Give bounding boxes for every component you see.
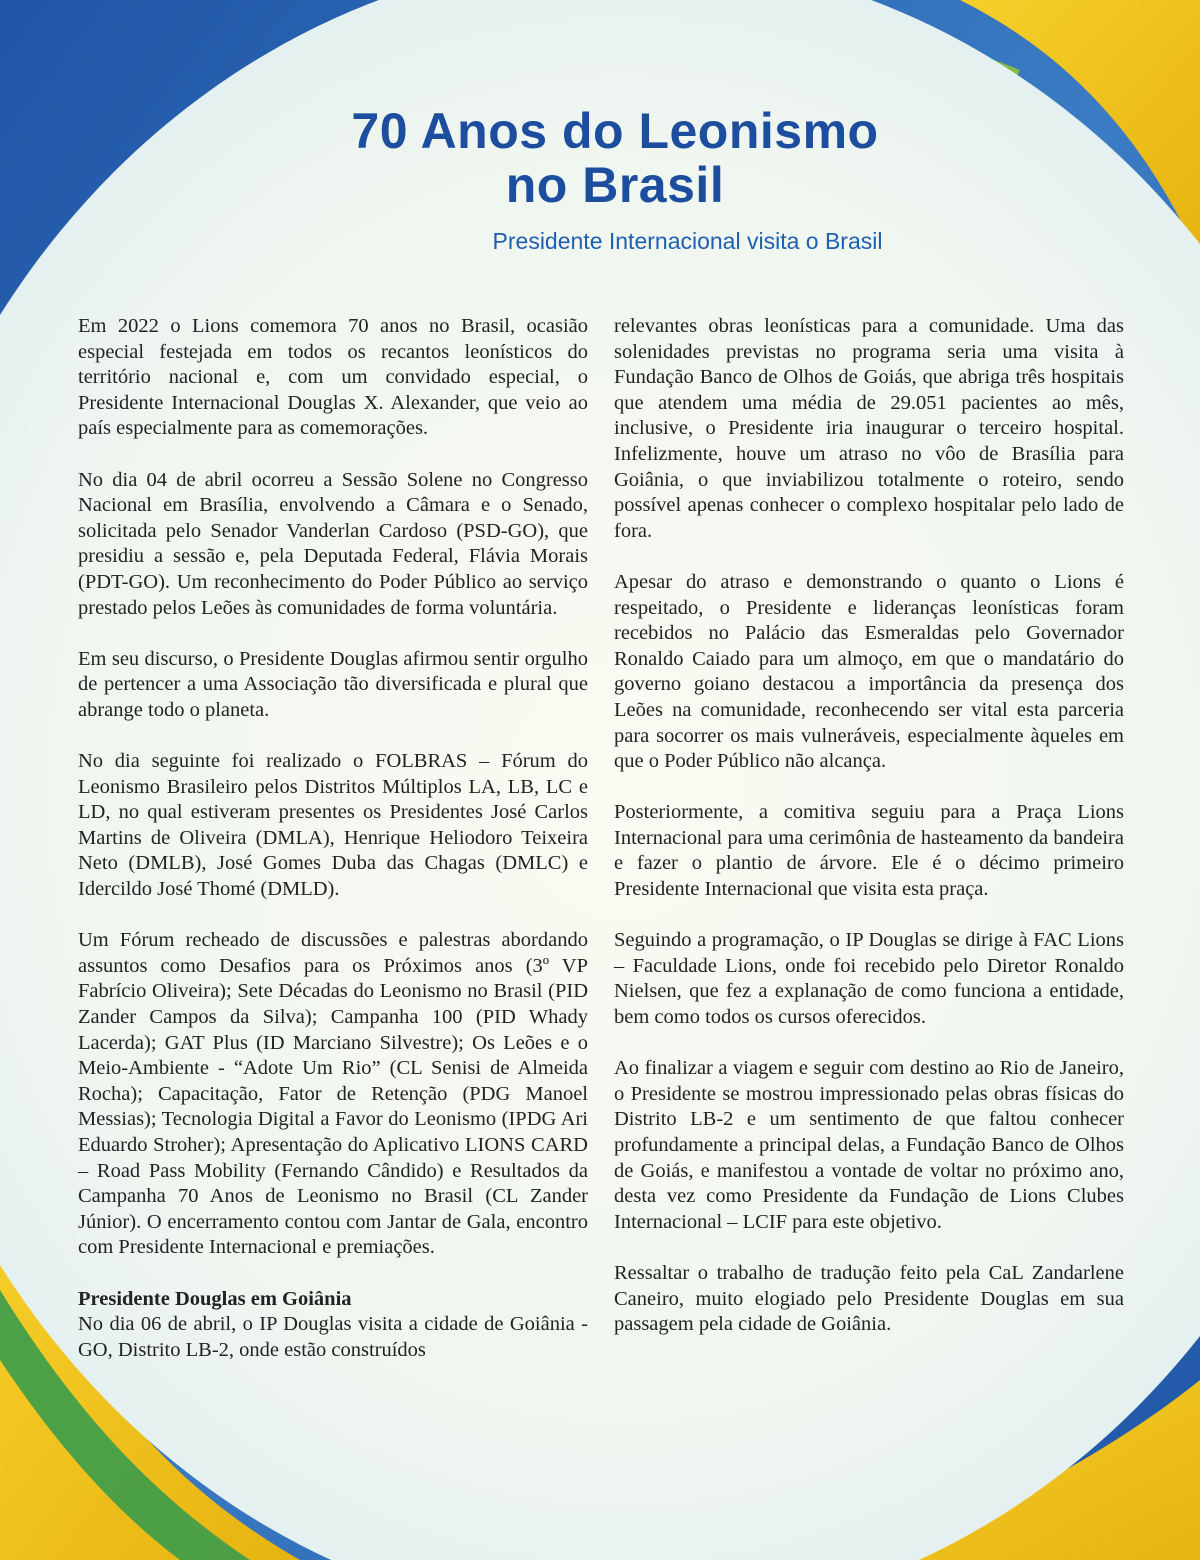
paragraph: Em 2022 o Lions comemora 70 anos no Brasil, ocasião especial festejada em todos os recantos leonísticos do território nacional e, com um convidado especial, o Presidente Internacional Douglas X. Alexander, que veio ao país especialmente para as comemorações. — [78, 315, 588, 440]
paragraph: No dia seguinte foi realizado o FOLBRAS – Fórum do Leonismo Brasileiro pelos Distritos Múltiplos LA, LB, LC e LD, no qual estiveram presentes os Presidentes José Carlos Martins de Oliveira (DMLA), Henrique Heliodoro Teixeira Neto (DMLB), José Gomes Duba das Chagas (DMLC) e Idercildo José Thomé (DMLD). — [78, 750, 588, 901]
page-title — [0, 104, 1200, 212]
paragraph: Seguindo a programação, o IP Douglas se dirige à FAC Lions – Faculdade Lions, onde foi recebido pelo Diretor Ronaldo Nielsen, que fez a explanação de como funciona a entidade, bem como todos os cursos oferecidos. — [614, 929, 1124, 1029]
paragraph: Um Fórum recheado de discussões e palestras abordando assuntos como Desafios para os Próximos anos (3º VP Fabrício Oliveira); Sete Décadas do Leonismo no Brasil (PID Zander Campos da Silva); Campanha 100 (PID Whady Lacerda); GAT Plus (ID Marciano Silvestre); Os Leões e o Meio-Ambiente - “Adote Um Rio” (CL Senisi de Almeida Rocha); Capacitação, Fator de Retenção (PDG Manoel Messias); Tecnologia Digital a Favor do Leonismo (IPDG Ari Eduardo Stroher); Apresentação do Aplicativo LIONS CARD – Road Pass Mobility (Fernando Cândido) e Resultados da Campanha 70 Anos de Leonismo no Brasil (CL Zander Júnior). O encerramento contou com Jantar de Gala, encontro com Presidente Internacional e premiações. — [78, 929, 588, 1259]
paragraph: No dia 04 de abril ocorreu a Sessão Solene no Congresso Nacional em Brasília, envolvendo a Câmara e o Senado, solicitada pelo Senador Vanderlan Cardoso (PSD-GO), que presidiu a sessão e, pela Deputada Federal, Flávia Morais (PDT-GO). Um reconhecimento do Poder Público ao serviço prestado pelos Leões às comunidades de forma voluntária. — [78, 468, 588, 619]
paragraph: relevantes obras leonísticas para a comunidade. Uma das solenidades previstas no programa seria uma visita à Fundação Banco de Olhos de Goiás, que abriga três hospitais que atendem uma média de 29.051 pacientes ao mês, inclusive, o Presidente iria inaugurar o terceiro hospital. Infelizmente, houve um atraso no vôo de Brasília para Goiânia, o que inviabilizou totalmente o roteiro, sendo possível apenas conhecer o complexo hospitalar pelo lado de fora. — [614, 315, 1124, 542]
title-line-1: 70 Anos do Leonismo — [351, 103, 879, 159]
paragraph: Ressaltar o trabalho de tradução feito pela CaL Zandarlene Caneiro, muito elogiado pelo Presidente Douglas em sua passagem pela cidade de Goiânia. — [614, 1261, 1124, 1336]
section-heading: Presidente Douglas em Goiânia — [78, 1287, 352, 1310]
paragraph: Posteriormente, a comitiva seguiu para a Praça Lions Internacional para uma cerimônia de hasteamento da bandeira e fazer o plantio de árvore. Ele é o décimo primeiro Presidente Internacional que visita esta praça. — [614, 801, 1124, 901]
title-line-2: no Brasil — [505, 157, 725, 213]
paragraph: Em seu discurso, o Presidente Douglas afirmou sentir orgulho de pertencer a uma Associação tão diversificada e plural que abrange todo o planeta. — [78, 647, 588, 721]
right-column — [614, 314, 1124, 1338]
paragraph: No dia 06 de abril, o IP Douglas visita a cidade de Goiânia - GO, Distrito LB-2, onde estão construídos — [78, 1313, 588, 1361]
paragraph: Apesar do atraso e demonstrando o quanto o Lions é respeitado, o Presidente e lideranças leonísticas foram recebidos no Palácio das Esmeraldas pelo Governador Ronaldo Caiado para um almoço, em que o mandatário do governo goiano destacou a importância da presença dos Leões na comunidade, reconhecendo ser vital esta parceria para socorrer os mais vulneráveis, especialmente àqueles em que o Poder Público não alcança. — [614, 570, 1124, 773]
page-subtitle: Presidente Internacional visita o Brasil — [492, 228, 883, 254]
left-column — [78, 314, 588, 1363]
paragraph: Ao finalizar a viagem e seguir com destino ao Rio de Janeiro, o Presidente se mostrou impressionado pelas obras físicas do Distrito LB-2 e um sentimento de que faltou conhecer profundamente a principal delas, a Fundação Banco de Olhos de Goiás, e manifestou a vontade de voltar no próximo ano, desta vez como Presidente da Fundação de Lions Clubes Internacional – LCIF para este objetivo. — [614, 1057, 1124, 1233]
